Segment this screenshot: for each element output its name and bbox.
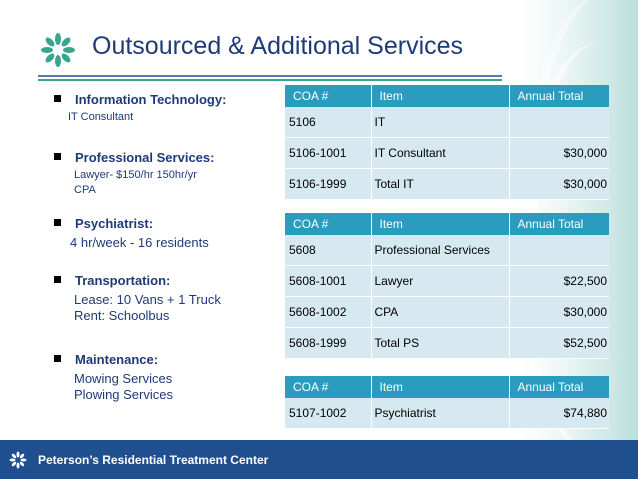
table-row	[285, 328, 609, 359]
flower-logo-icon	[8, 450, 28, 470]
title-divider	[38, 75, 502, 77]
table-cell: 5107-1002	[285, 398, 371, 429]
square-bullet-icon	[54, 355, 61, 362]
table-cell: Psychiatrist	[371, 398, 509, 429]
section-heading: Psychiatrist:	[75, 216, 154, 231]
section-line: 4 hr/week - 16 residents	[70, 235, 209, 250]
table-row	[285, 297, 609, 328]
footer-bar	[0, 440, 638, 479]
coa-table-it	[285, 85, 609, 200]
table-header-row	[285, 85, 609, 107]
list-item-maintenance	[54, 352, 173, 403]
section-line: Lawyer- $150/hr 150hr/yr	[74, 169, 197, 181]
table-cell: $30,000	[509, 169, 609, 200]
table-cell: 5106	[285, 107, 371, 138]
section-line: Lease: 10 Vans + 1 Truck	[74, 292, 221, 307]
table-cell: Professional Services	[371, 235, 509, 266]
section-heading: Maintenance:	[75, 352, 159, 367]
list-item-professional	[54, 150, 214, 198]
table-cell	[509, 107, 609, 138]
table-cell: 5106-1001	[285, 138, 371, 169]
section-line: Mowing Services	[74, 371, 173, 386]
square-bullet-icon	[54, 276, 61, 283]
section-line: Plowing Services	[74, 387, 173, 402]
section-heading: Transportation:	[75, 273, 171, 288]
section-line: CPA	[74, 184, 96, 196]
flower-logo-icon	[38, 30, 78, 70]
table-cell: 5608-1999	[285, 328, 371, 359]
table-row	[285, 266, 609, 297]
table-cell: IT Consultant	[371, 138, 509, 169]
list-item-transportation	[54, 273, 221, 324]
table-cell: 5608-1001	[285, 266, 371, 297]
list-item-psychiatrist	[54, 216, 209, 251]
square-bullet-icon	[54, 153, 61, 160]
table-cell: $74,880	[509, 398, 609, 429]
table-row	[285, 169, 609, 200]
table-cell: Lawyer	[371, 266, 509, 297]
coa-table-psychiatrist	[285, 376, 609, 429]
list-item-it	[54, 92, 226, 125]
table-cell: $30,000	[509, 297, 609, 328]
square-bullet-icon	[54, 95, 61, 102]
table-cell: $30,000	[509, 138, 609, 169]
table-row	[285, 398, 609, 429]
column-header: COA #	[285, 376, 371, 398]
section-line: IT Consultant	[68, 111, 134, 123]
section-line: Rent: Schoolbus	[74, 308, 170, 323]
table-row	[285, 235, 609, 266]
column-header: Annual Total	[509, 376, 609, 398]
table-header-row	[285, 213, 609, 235]
section-heading: Information Technology:	[75, 92, 227, 107]
table-cell: $22,500	[509, 266, 609, 297]
title-divider-accent	[38, 79, 502, 81]
coa-table-professional	[285, 213, 609, 359]
square-bullet-icon	[54, 219, 61, 226]
table-cell: CPA	[371, 297, 509, 328]
table-cell: 5608-1002	[285, 297, 371, 328]
column-header: Item	[371, 376, 509, 398]
column-header: Item	[371, 213, 509, 235]
table-header-row	[285, 376, 609, 398]
column-header: Item	[371, 85, 509, 107]
section-heading: Professional Services:	[75, 150, 215, 165]
page-title: Outsourced & Additional Services	[92, 32, 464, 60]
footer-text: Peterson’s Residential Treatment Center	[38, 453, 269, 467]
table-cell: Total IT	[371, 169, 509, 200]
column-header: Annual Total	[509, 213, 609, 235]
table-cell	[509, 235, 609, 266]
table-cell: Total PS	[371, 328, 509, 359]
table-cell: 5106-1999	[285, 169, 371, 200]
table-row	[285, 107, 609, 138]
column-header: COA #	[285, 213, 371, 235]
table-cell: IT	[371, 107, 509, 138]
column-header: Annual Total	[509, 85, 609, 107]
column-header: COA #	[285, 85, 371, 107]
table-cell: 5608	[285, 235, 371, 266]
table-cell: $52,500	[509, 328, 609, 359]
table-row	[285, 138, 609, 169]
